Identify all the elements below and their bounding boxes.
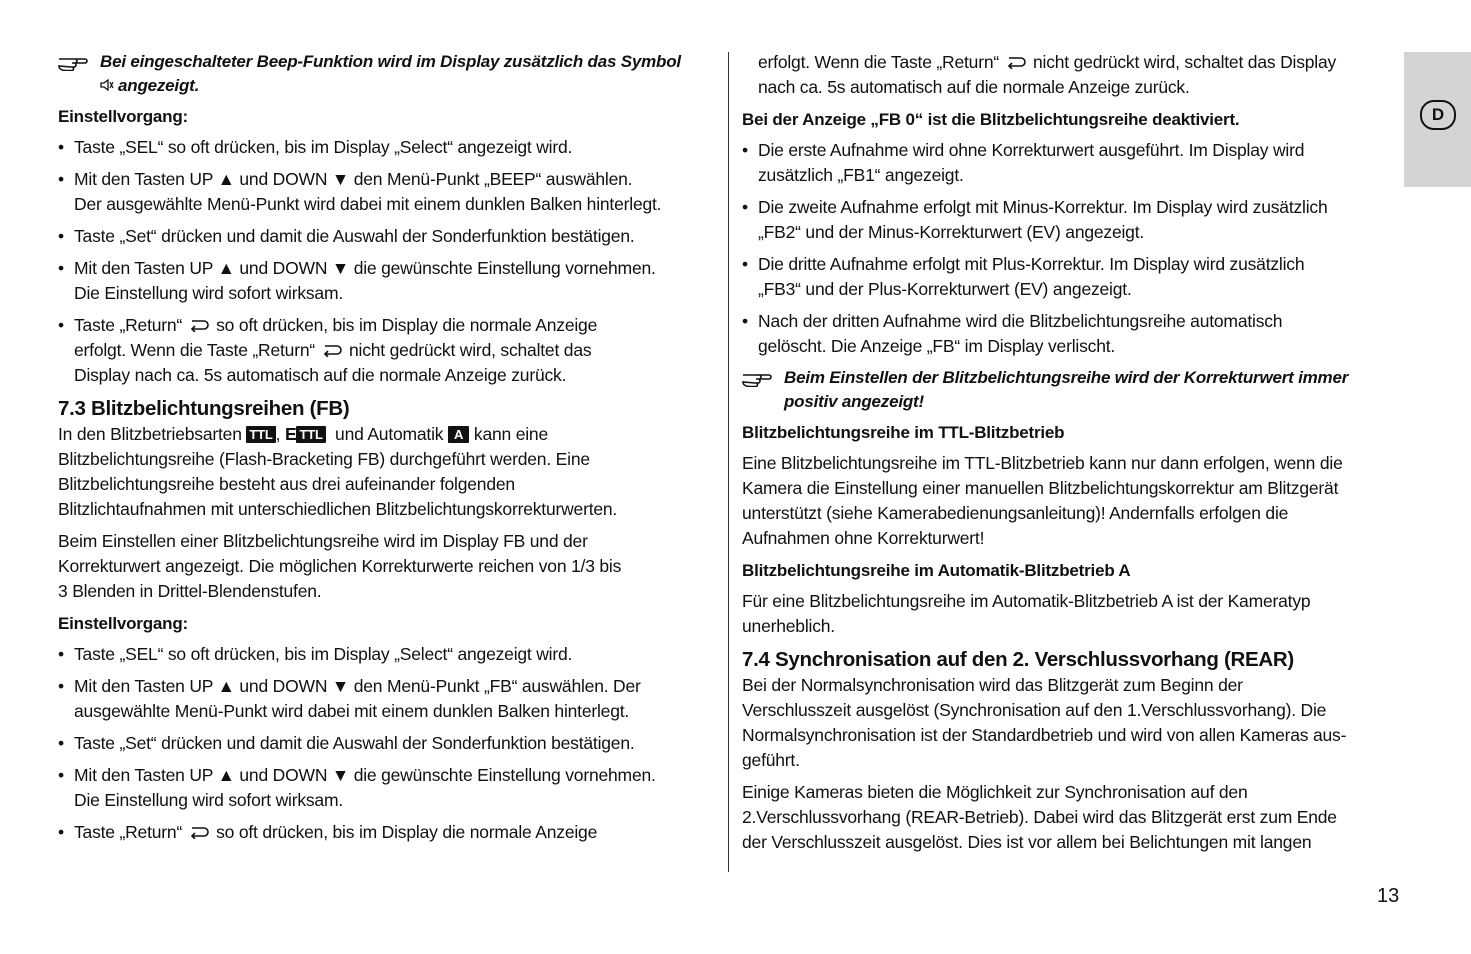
list-item [58,167,713,217]
note-beep [58,50,713,98]
list-item [742,195,1402,245]
note-line: Bei eingeschalteter Beep-Funktion wird im Display zusätzlich das Symbol [100,52,681,71]
paragraph-text: nicht gedrückt wird, schaltet das Display [1033,52,1337,72]
list-item-text: Taste „SEL“ so oft drücken, bis im Display „Select“ angezeigt wird. [74,644,573,664]
list-item [58,256,713,306]
list-item-text: • Die dritte Aufnahme erfolgt mit Plus-Korrektur. Im Display wird zusätzlich [758,254,1305,274]
list-item-text: Taste „Set“ drücken und damit die Auswahl der Sonderfunktion bestätigen. [74,226,635,246]
subheading: Blitzbelichtungsreihe im TTL-Blitzbetrieb [742,423,1065,442]
list-item-text: • Mit den Tasten UP ▲ und DOWN ▼ den Menü-Punkt „FB“ auswählen. Der [74,676,641,696]
list-item-text: Der ausgewählte Menü-Punkt wird dabei mit einem dunklen Balken hinterlegt. [74,194,662,214]
list-item-text: Taste „Set“ drücken und damit die Auswahl der Sonderfunktion bestätigen. [74,733,635,753]
page-number: 13 [1377,885,1400,907]
paragraph-text: und Automatik [335,424,444,444]
list-item [58,313,713,388]
list-item-text: Die Einstellung wird sofort wirksam. [74,790,343,810]
subheading: Bei der Anzeige „FB 0“ ist die Blitzbelichtungsreihe deaktiviert. [742,110,1240,129]
note-text: angezeigt. [118,76,200,95]
section-heading: 7.4 Synchronisation auf den 2. Verschlussvorhang (REAR) [742,648,1294,671]
list-item-text: „FB2“ und der Minus-Korrekturwert (EV) angezeigt. [758,222,1145,242]
list-item-text: so oft drücken, bis im Display die normale Anzeige [216,822,598,842]
list-item-text: • Die zweite Aufnahme erfolgt mit Minus-Korrektur. Im Display wird zusätzlich [758,197,1328,217]
list-item [58,135,713,160]
paragraph-line: der Verschlusszeit ausgelöst. Dies ist vor allem bei Belichtungen mit langen [742,832,1312,852]
list-item-text: • Die erste Aufnahme wird ohne Korrekturwert ausgeführt. Im Display wird [758,140,1305,160]
paragraph-line: geführt. [742,750,800,770]
paragraph-text: kann eine [473,424,548,444]
list-item-text: Die Einstellung wird sofort wirksam. [74,283,343,303]
note-positive [742,366,1402,414]
list-item [58,731,713,756]
right-column [742,50,1402,862]
paragraph-line [758,50,1402,75]
list-item-text: „FB3“ und der Plus-Korrekturwert (EV) angezeigt. [758,279,1132,299]
list-item [58,820,713,845]
paragraph [58,529,713,604]
list-item [742,138,1402,188]
list-item-text: nicht gedrückt wird, schaltet das [349,340,592,360]
paragraph-line: Beim Einstellen einer Blitzbelichtungsreihe wird im Display FB und der [58,531,588,551]
list-item-text: zusätzlich „FB1“ angezeigt. [758,165,964,185]
note-line: Beim Einstellen der Blitzbelichtungsreihe wird der Korrekturwert immer [784,368,1349,387]
list-item-text: Display nach ca. 5s automatisch auf die normale Anzeige zurück. [74,365,567,385]
pointing-hand-icon [58,53,88,71]
paragraph [58,422,713,522]
paragraph-text: , [275,424,281,444]
column-divider [728,52,729,872]
paragraph-line: nach ca. 5s automatisch auf die normale Anzeige zurück. [758,77,1190,97]
language-tab-letter: D [1420,100,1456,130]
paragraph-line: 2.Verschlussvorhang (REAR-Betrieb). Dabei wird das Blitzgerät erst zum Ende [742,807,1337,827]
section-heading: 7.3 Blitzbelichtungsreihen (FB) [58,397,350,420]
paragraph-line: unerheblich. [742,616,835,636]
subheading: Einstellvorgang: [58,107,188,126]
paragraph-line: Normalsynchronisation ist der Standardbetrieb und wird von allen Kameras aus- [742,725,1347,745]
ttl-mode-badge: TTL [246,426,275,443]
paragraph-text: erfolgt. Wenn die Taste „Return“ [758,52,999,72]
list-item-text: • Mit den Tasten UP ▲ und DOWN ▼ die gewünschte Einstellung vornehmen. [74,765,656,785]
paragraph-line: Blitzbelichtungsreihe besteht aus drei aufeinander folgenden [58,474,515,494]
auto-mode-badge: A [448,426,469,443]
paragraph-line: Aufnahmen ohne Korrekturwert! [742,528,985,548]
paragraph-line: Kamera die Einstellung einer manuellen Blitzbelichtungskorrektur am Blitzgerät [742,478,1339,498]
paragraph-line: Korrekturwert angezeigt. Die möglichen Korrekturwerte reichen von 1/3 bis [58,556,622,576]
ettl-mode-badge: TTL [296,426,325,443]
return-arrow-icon [1005,55,1027,69]
list-item [58,674,713,724]
list-item-text: Taste „Return“ [74,315,183,335]
return-arrow-icon [188,318,210,332]
list-item-line [74,338,713,363]
list-item [58,642,713,667]
pointing-hand-icon [742,369,772,387]
list-item [742,309,1402,359]
list-item-text: • Nach der dritten Aufnahme wird die Blitzbelichtungsreihe automatisch [758,311,1283,331]
left-column [58,50,713,852]
return-arrow-icon [321,343,343,357]
paragraph-line: Eine Blitzbelichtungsreihe im TTL-Blitzbetrieb kann nur dann erfolgen, wenn die [742,453,1343,473]
paragraph [742,673,1402,773]
list-item-text: Taste „Return“ [74,822,183,842]
paragraph-line: Einige Kameras bieten die Möglichkeit zur Synchronisation auf den [742,782,1248,802]
list-item-text: ausgewählte Menü-Punkt wird dabei mit einem dunklen Balken hinterlegt. [74,701,630,721]
paragraph-line: Bei der Normalsynchronisation wird das Blitzgerät zum Beginn der [742,675,1243,695]
list-item [742,252,1402,302]
list-item-text: gelöscht. Die Anzeige „FB“ im Display verlischt. [758,336,1116,356]
paragraph-line [58,422,713,447]
paragraph-line: Blitzlichtaufnahmen mit unterschiedlichen Blitzbelichtungskorrekturwerten. [58,499,618,519]
list-item-text: so oft drücken, bis im Display die normale Anzeige [216,315,598,335]
list-item-text: erfolgt. Wenn die Taste „Return“ [74,340,315,360]
paragraph-line: Für eine Blitzbelichtungsreihe im Automatik-Blitzbetrieb A ist der Kameratyp [742,591,1311,611]
list-item-text: • Mit den Tasten UP ▲ und DOWN ▼ den Menü-Punkt „BEEP“ auswählen. [74,169,633,189]
speaker-icon [100,78,114,92]
paragraph-text: In den Blitzbetriebsarten [58,424,242,444]
paragraph [742,50,1402,100]
subheading: Blitzbelichtungsreihe im Automatik-Blitzbetrieb A [742,561,1131,580]
e-ttl-prefix: E [284,424,297,444]
paragraph [742,451,1402,551]
paragraph-line: Verschlusszeit ausgelöst (Synchronisation auf den 1.Verschlussvorhang). Die [742,700,1327,720]
paragraph-line: unterstützt (siehe Kamerabedienungsanleitung)! Andernfalls erfolgen die [742,503,1289,523]
note-line: positiv angezeigt! [784,392,924,411]
paragraph [742,589,1402,639]
language-tab [1404,52,1471,187]
note-line [100,74,713,98]
paragraph [742,780,1402,855]
list-item-text: • Mit den Tasten UP ▲ und DOWN ▼ die gewünschte Einstellung vornehmen. [74,258,656,278]
paragraph-line: 3 Blenden in Drittel-Blendenstufen. [58,581,322,601]
list-item-line [74,313,713,338]
paragraph-line: Blitzbelichtungsreihe (Flash-Bracketing FB) durchgeführt werden. Eine [58,449,590,469]
list-item [58,224,713,249]
list-item [58,763,713,813]
subheading: Einstellvorgang: [58,614,188,633]
list-item-text: Taste „SEL“ so oft drücken, bis im Display „Select“ angezeigt wird. [74,137,573,157]
return-arrow-icon [188,825,210,839]
